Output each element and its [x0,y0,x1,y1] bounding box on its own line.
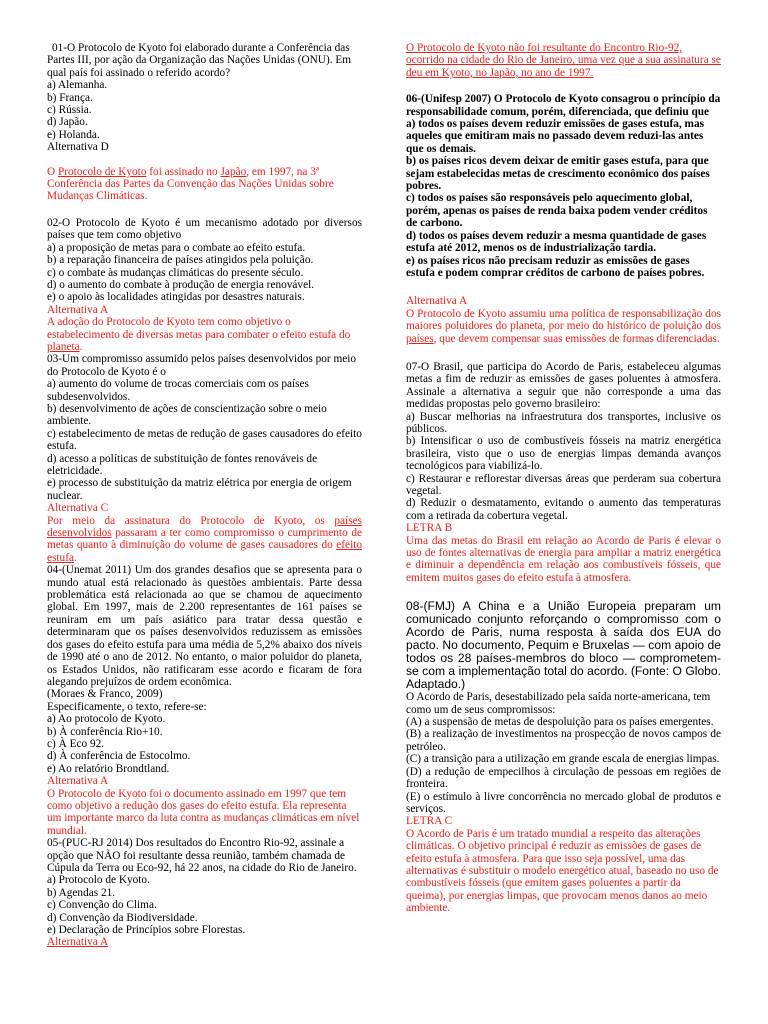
option-c: c) todos os países são responsáveis pelo aquecimento global, porém, apenas os países de renda baixa podem vender créditos de carbono. [406,192,708,230]
option-b: b) os países ricos devem deixar de emitir gases estufa, para que sejam estabelecidas metas de crescimento econômico dos países pobres. [406,155,710,193]
option-d: d) acesso a políticas de substituição de fontes renováveis de eletricidade. [47,452,318,477]
option-b: b) À conferência Rio+10. [47,725,163,738]
option-a: a) aumento do volume de trocas comerciais com os países subdesenvolvidos. [47,378,309,403]
question-02 [47,217,362,353]
option-a: a) Buscar melhorias na infraestrutura dos transportes, inclusive os públicos. [406,410,721,435]
option-e: e) o apoio às localidades atingidas por desastres naturais. [47,291,305,304]
option-b: b) Agendas 21. [47,886,116,899]
option-e: (E) o estímulo à livre concorrência no mercado global de produtos e serviços. [406,790,721,815]
question-stem: 08-(FMJ) A China e a União Europeia preparam um comunicado conjunto reforçando o compromisso com o Acordo de Paris, numa resposta à saída dos EUA do pacto. No documento, Pequim e Bruxelas — com apoio de todos os 28 países-membros do bloco — comprometem-se com a implementação total do acordo. (Fonte: O Globo. Adaptado.) [406,599,721,692]
link-protocolo-kyoto[interactable]: Protocolo de Kyoto [57,165,147,178]
option-d: (D) a redução de empecilhos à circulação de pessoas em regiões de fronteira. [406,765,721,791]
question-stem: 04-(Unemat 2011) Um dos grandes desafios que se apresenta para o mundo atual está relacionado às questões ambientais. Parte dessa problemática está relacionada ao que se chamou de aquecimento global. Em 1997, mais de 2.200 representantes de 161 países se reuniram em um país asiático para tratar dessa questão e determinaram que os países desenvolvidos reduzissem as emissões dos gases do efeito estufa para uma média de 5,2% abaixo dos níveis de 1990 até o ano de 2012. No entanto, o maior poluidor do planeta, os Estados Unidos, não ratificaram esse acordo e ficaram de fora alegando prejuízos de ordem econômica. [47,564,362,688]
answer: Alternativa A [47,303,109,316]
question-06 [406,93,721,345]
question-stem: 06-(Unifesp 2007) O Protocolo de Kyoto consagrou o princípio da responsabilidade comum, porém, diferenciada, que definiu que [406,93,721,118]
option-e: e) os países ricos não precisam reduzir as emissões de gases estufa e podem comprar créditos de carbono de países pobres. [406,254,705,279]
option-e: e) Holanda. [47,128,100,141]
option-e: e) Ao relatório Brondtland. [47,762,170,775]
link-planeta[interactable]: planeta [47,340,80,353]
option-a: a) Alemanha. [47,79,108,92]
option-b: b) França. [47,91,93,104]
option-b: b) a reparação financeira de países atingidos pela poluição. [47,254,314,267]
question-stem: 07-O Brasil, que participa do Acordo de Paris, estabeleceu algumas metas a fim de reduzir as emissões de gases poluentes à atmosfera. Assinale a alternativa a seguir que não corresponde a uma das medidas propostas pelo governo brasileiro: [406,360,721,411]
right-column [406,0,721,915]
explanation-q05: O Protocolo de Kyoto não foi resultante do Encontro Rio-92, ocorrido na cidade do Rio de Janeiro, uma vez que a sua assinatura se deu em Kyoto, no Japão, no ano de 1997. [406,42,721,79]
answer: LETRA C [406,815,453,828]
answer: Alternativa A [406,295,468,308]
answer: Alternativa A [47,775,109,788]
question-03 [47,353,362,564]
link-japao[interactable]: Japão [220,165,247,178]
question-stem: 03-Um compromisso assumido pelos países desenvolvidos por meio do Protocolo de Kyoto é o [47,353,357,378]
left-column [47,0,362,949]
answer: Alternativa A [47,936,109,949]
option-c: c) Rússia. [47,104,92,117]
option-a: a) Protocolo de Kyoto. [47,874,150,887]
question-stem: 05-(PUC-RJ 2014) Dos resultados do Encontro Rio-92, assinale a opção que NÃO foi resultante dessa reunião, também chamada de Cúpula da Terra ou Eco-92, há 22 anos, na cidade do Rio de Janeiro. [47,837,357,874]
question-01 [47,0,362,203]
answer: Alternativa C [47,502,109,515]
source: (Moraes & Franco, 2009) [47,688,163,701]
option-c: c) Restaurar e reflorestar diversas áreas que perderam sua cobertura vegetal. [406,472,721,497]
option-c: c) À Eco 92. [47,737,105,750]
question-stem: 02-O Protocolo de Kyoto é um mecanismo adotado por diversos países que tem como objetivo [47,216,362,242]
answer: Alternativa D [47,141,109,154]
option-c: c) o combate às mudanças climáticas do presente século. [47,266,304,279]
link-efeito-estufa[interactable]: efeito estufa [47,539,362,564]
explanation: O Protocolo de Kyoto foi o documento assinado em 1997 que tem como objetivo a redução dos gases do efeito estufa. Ela representa um importante marco da luta contra as mudanças climáticas em nível mundial. [47,787,360,837]
option-c: c) estabelecimento de metas de redução de gases causadores do efeito estufa. [47,427,362,453]
option-c: c) Convenção do Clima. [47,899,157,912]
option-d: d) todos os países devem reduzir a mesma quantidade de gases estufa até 2012, menos os de industrialização tardia. [406,229,707,255]
question-stem: 01-O Protocolo de Kyoto foi elaborado durante a Conferência das Partes III, por ação da Organização das Nações Unidas (ONU). Em qual país foi assinado o referido acordo? [47,42,352,79]
option-a: (A) a suspensão de metas de despoluição para os países emergentes. [406,716,714,729]
explanation: O Acordo de Paris é um tratado mundial a respeito das alterações climáticas. O objetivo principal é reduzir as emissões de gases de efeito estufa à atmosfera. Para que isso seja possível, uma das alternativas é substituir o modelo energético atual, baseado no uso de combustíveis fósseis (que emitem gases poluentes a partir da queima), por energias limpas, que provocam menos danos ao meio ambiente. [406,827,719,915]
explanation: O Protocolo de Kyoto assumiu uma política de responsabilização dos maiores poluidores do planeta, por meio do histórico de poluição dos países, que devem compensar suas emissões de formas diferenciadas. [406,307,721,345]
option-d: d) o aumento do combate à produção de energia renovável. [47,278,315,291]
option-c: (C) a transição para a utilização em grande escala de energias limpas. [406,753,720,766]
option-e: e) Declaração de Princípios sobre Florestas. [47,924,246,937]
question-prompt: O Acordo de Paris, desestabilizado pela saída norte-americana, tem como um de seus compromissos: [406,691,711,716]
link-paises[interactable]: países [406,332,434,345]
link-paises-desenvolvidos[interactable]: países desenvolvidos [47,514,362,540]
option-a: a) a proposição de metas para o combate ao efeito estufa. [47,241,306,254]
question-04 [47,564,362,837]
question-05 [47,837,362,949]
option-d: d) À conferência de Estocolmo. [47,750,191,763]
option-a: a) Ao protocolo de Kyoto. [47,713,166,726]
option-b: b) Intensificar o uso de combustíveis fósseis na matriz energética brasileira, visto que o uso de energias limpas demanda avanços tecnológicos para viabilizá-lo. [406,435,721,473]
explanation: A adoção do Protocolo de Kyoto tem como objetivo o estabelecimento de diversas metas para combater o efeito estufa do planeta. [47,316,351,353]
option-d: d) Japão. [47,116,88,129]
question-prompt: Especificamente, o texto, refere-se: [47,700,207,713]
question-08 [406,600,721,914]
answer: LETRA B [406,522,453,535]
option-e: e) processo de substituição da matriz elétrica por energia de origem nuclear. [47,477,352,502]
option-d: d) Convenção da Biodiversidade. [47,911,198,924]
explanation: O Protocolo de Kyoto foi assinado no Japão, em 1997, na 3ª Conferência das Partes da Convenção das Nações Unidas sobre Mudanças Climáticas. [47,165,334,203]
explanation: Uma das metas do Brasil em relação ao Acordo de Paris é elevar o uso de fontes alternativas de energia para ampliar a matriz energética e diminuir a dependência em relação aos combustíveis fósseis, que emitem muitos gases do efeito estufa à atmosfera. [406,534,721,584]
question-07 [406,361,721,584]
option-b: b) desenvolvimento de ações de conscientização sobre o meio ambiente. [47,402,327,428]
explanation: Por meio da assinatura do Protocolo de Kyoto, os países desenvolvidos passaram a ter como compromisso o cumprimento de metas quanto à diminuição do volume de gases causadores do efeito estufa. [47,514,362,564]
option-d: d) Reduzir o desmatamento, evitando o aumento das temperaturas com a retirada da cobertura vegetal. [406,497,721,522]
option-a: a) todos os países devem reduzir emissões de gases estufa, mas aqueles que emitiram mais no passado devem reduzi-las antes que os demais. [406,118,704,155]
option-b: (B) a realização de investimentos na prospecção de novos campos de petróleo. [406,728,721,753]
